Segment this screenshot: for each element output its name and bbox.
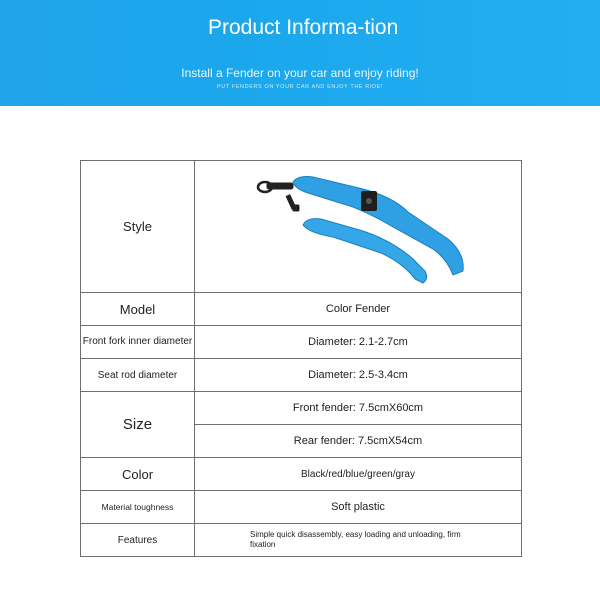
banner-title: Product Informa-tion xyxy=(208,16,399,39)
fork-label: Front fork inner diameter xyxy=(81,326,195,359)
row-material xyxy=(81,491,522,524)
model-label: Model xyxy=(81,293,195,326)
banner-subtitle: Install a Fender on your car and enjoy riding! xyxy=(181,66,419,80)
header-banner xyxy=(0,0,600,106)
row-seat-rod xyxy=(81,359,522,392)
color-value: Black/red/blue/green/gray xyxy=(195,458,522,491)
fender-product-image xyxy=(243,167,473,287)
banner-subtitle-small: PUT FENDERS ON YOUR CAR AND ENJOY THE RIDE! xyxy=(217,84,383,90)
row-model xyxy=(81,293,522,326)
front-fender-value: Front fender: 7.5cmX60cm xyxy=(195,392,522,425)
fender-bracket-icon xyxy=(361,191,377,211)
rear-fender-value: Rear fender: 7.5cmX54cm xyxy=(195,425,522,458)
row-style xyxy=(81,161,522,293)
row-front-fork xyxy=(81,326,522,359)
size-label: Size xyxy=(81,392,195,458)
style-label: Style xyxy=(81,161,195,293)
row-color xyxy=(81,458,522,491)
material-label: Material toughness xyxy=(81,491,195,524)
seat-label: Seat rod diameter xyxy=(81,359,195,392)
features-label: Features xyxy=(81,524,195,557)
seat-value: Diameter: 2.5-3.4cm xyxy=(195,359,522,392)
model-value: Color Fender xyxy=(195,293,522,326)
color-label: Color xyxy=(81,458,195,491)
spec-table xyxy=(80,160,522,557)
row-size-front xyxy=(81,392,522,425)
fork-value: Diameter: 2.1-2.7cm xyxy=(195,326,522,359)
row-features xyxy=(81,524,522,557)
features-value-cell xyxy=(195,524,522,557)
style-image-cell xyxy=(195,161,522,293)
material-value: Soft plastic xyxy=(195,491,522,524)
features-value: Simple quick disassembly, easy loading and unloading, firm fixation xyxy=(250,530,461,549)
mount-clamp-icon xyxy=(258,182,299,211)
